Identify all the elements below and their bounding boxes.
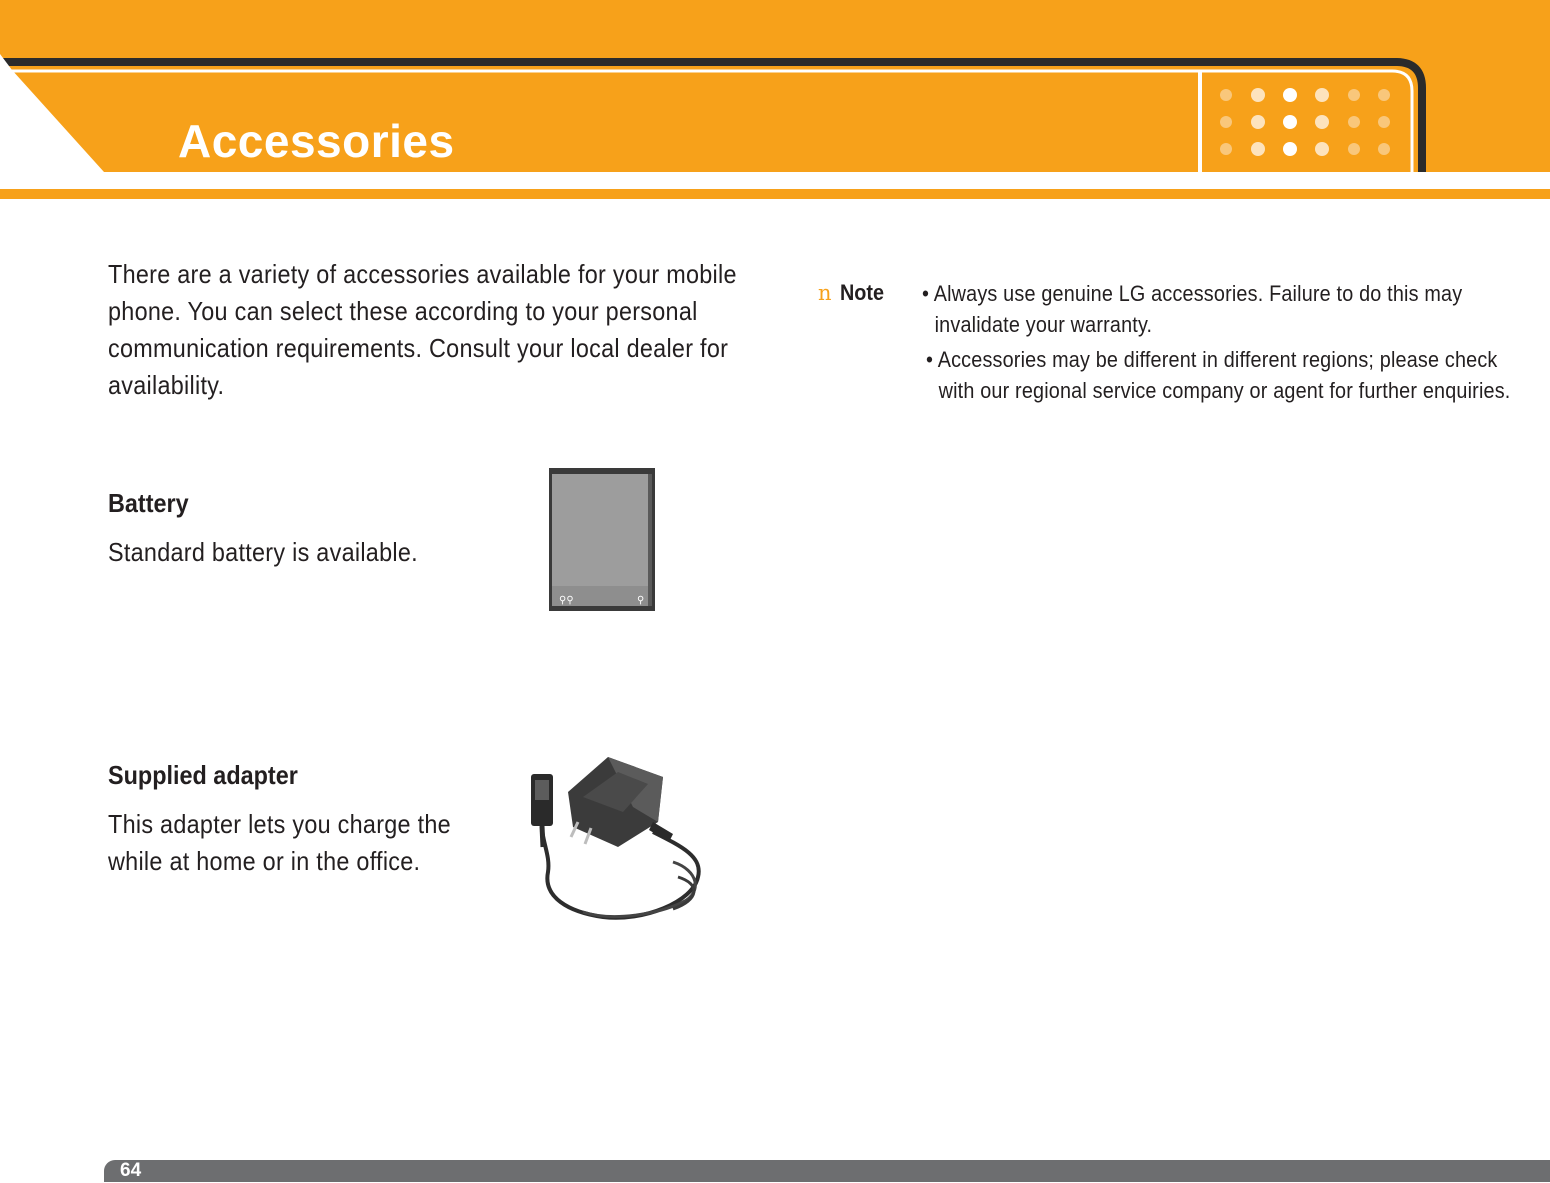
intro-paragraph: There are a variety of accessories available for your mobile phone. You can select these according to your personal communication requirements. Consult your local dealer for availability. <box>108 259 737 400</box>
note-item: • Accessories may be different in different regions; please check with our regional service company or agent for further enquiries. <box>926 347 1511 403</box>
note-label: Note <box>840 280 885 305</box>
battery-heading: Battery <box>108 488 189 518</box>
note-item: • Always use genuine LG accessories. Failure to do this may invalidate your warranty. <box>922 281 1463 337</box>
adapter-description: This adapter lets you charge the while at home or in the office. <box>108 809 451 876</box>
page-number: 64 <box>120 1160 142 1181</box>
battery-description: Standard battery is available. <box>108 537 418 567</box>
battery-pack-illustration <box>549 468 655 611</box>
page-title: Accessories <box>178 115 455 167</box>
footer-bar <box>104 1160 1550 1182</box>
adapter-heading: Supplied adapter <box>108 760 298 790</box>
svg-text:⚲: ⚲ <box>637 595 645 606</box>
header-banner <box>0 0 1550 205</box>
note-marker: n <box>818 281 832 305</box>
ac-adapter-illustration <box>523 752 705 930</box>
svg-text:⚲⚲: ⚲⚲ <box>559 595 574 606</box>
